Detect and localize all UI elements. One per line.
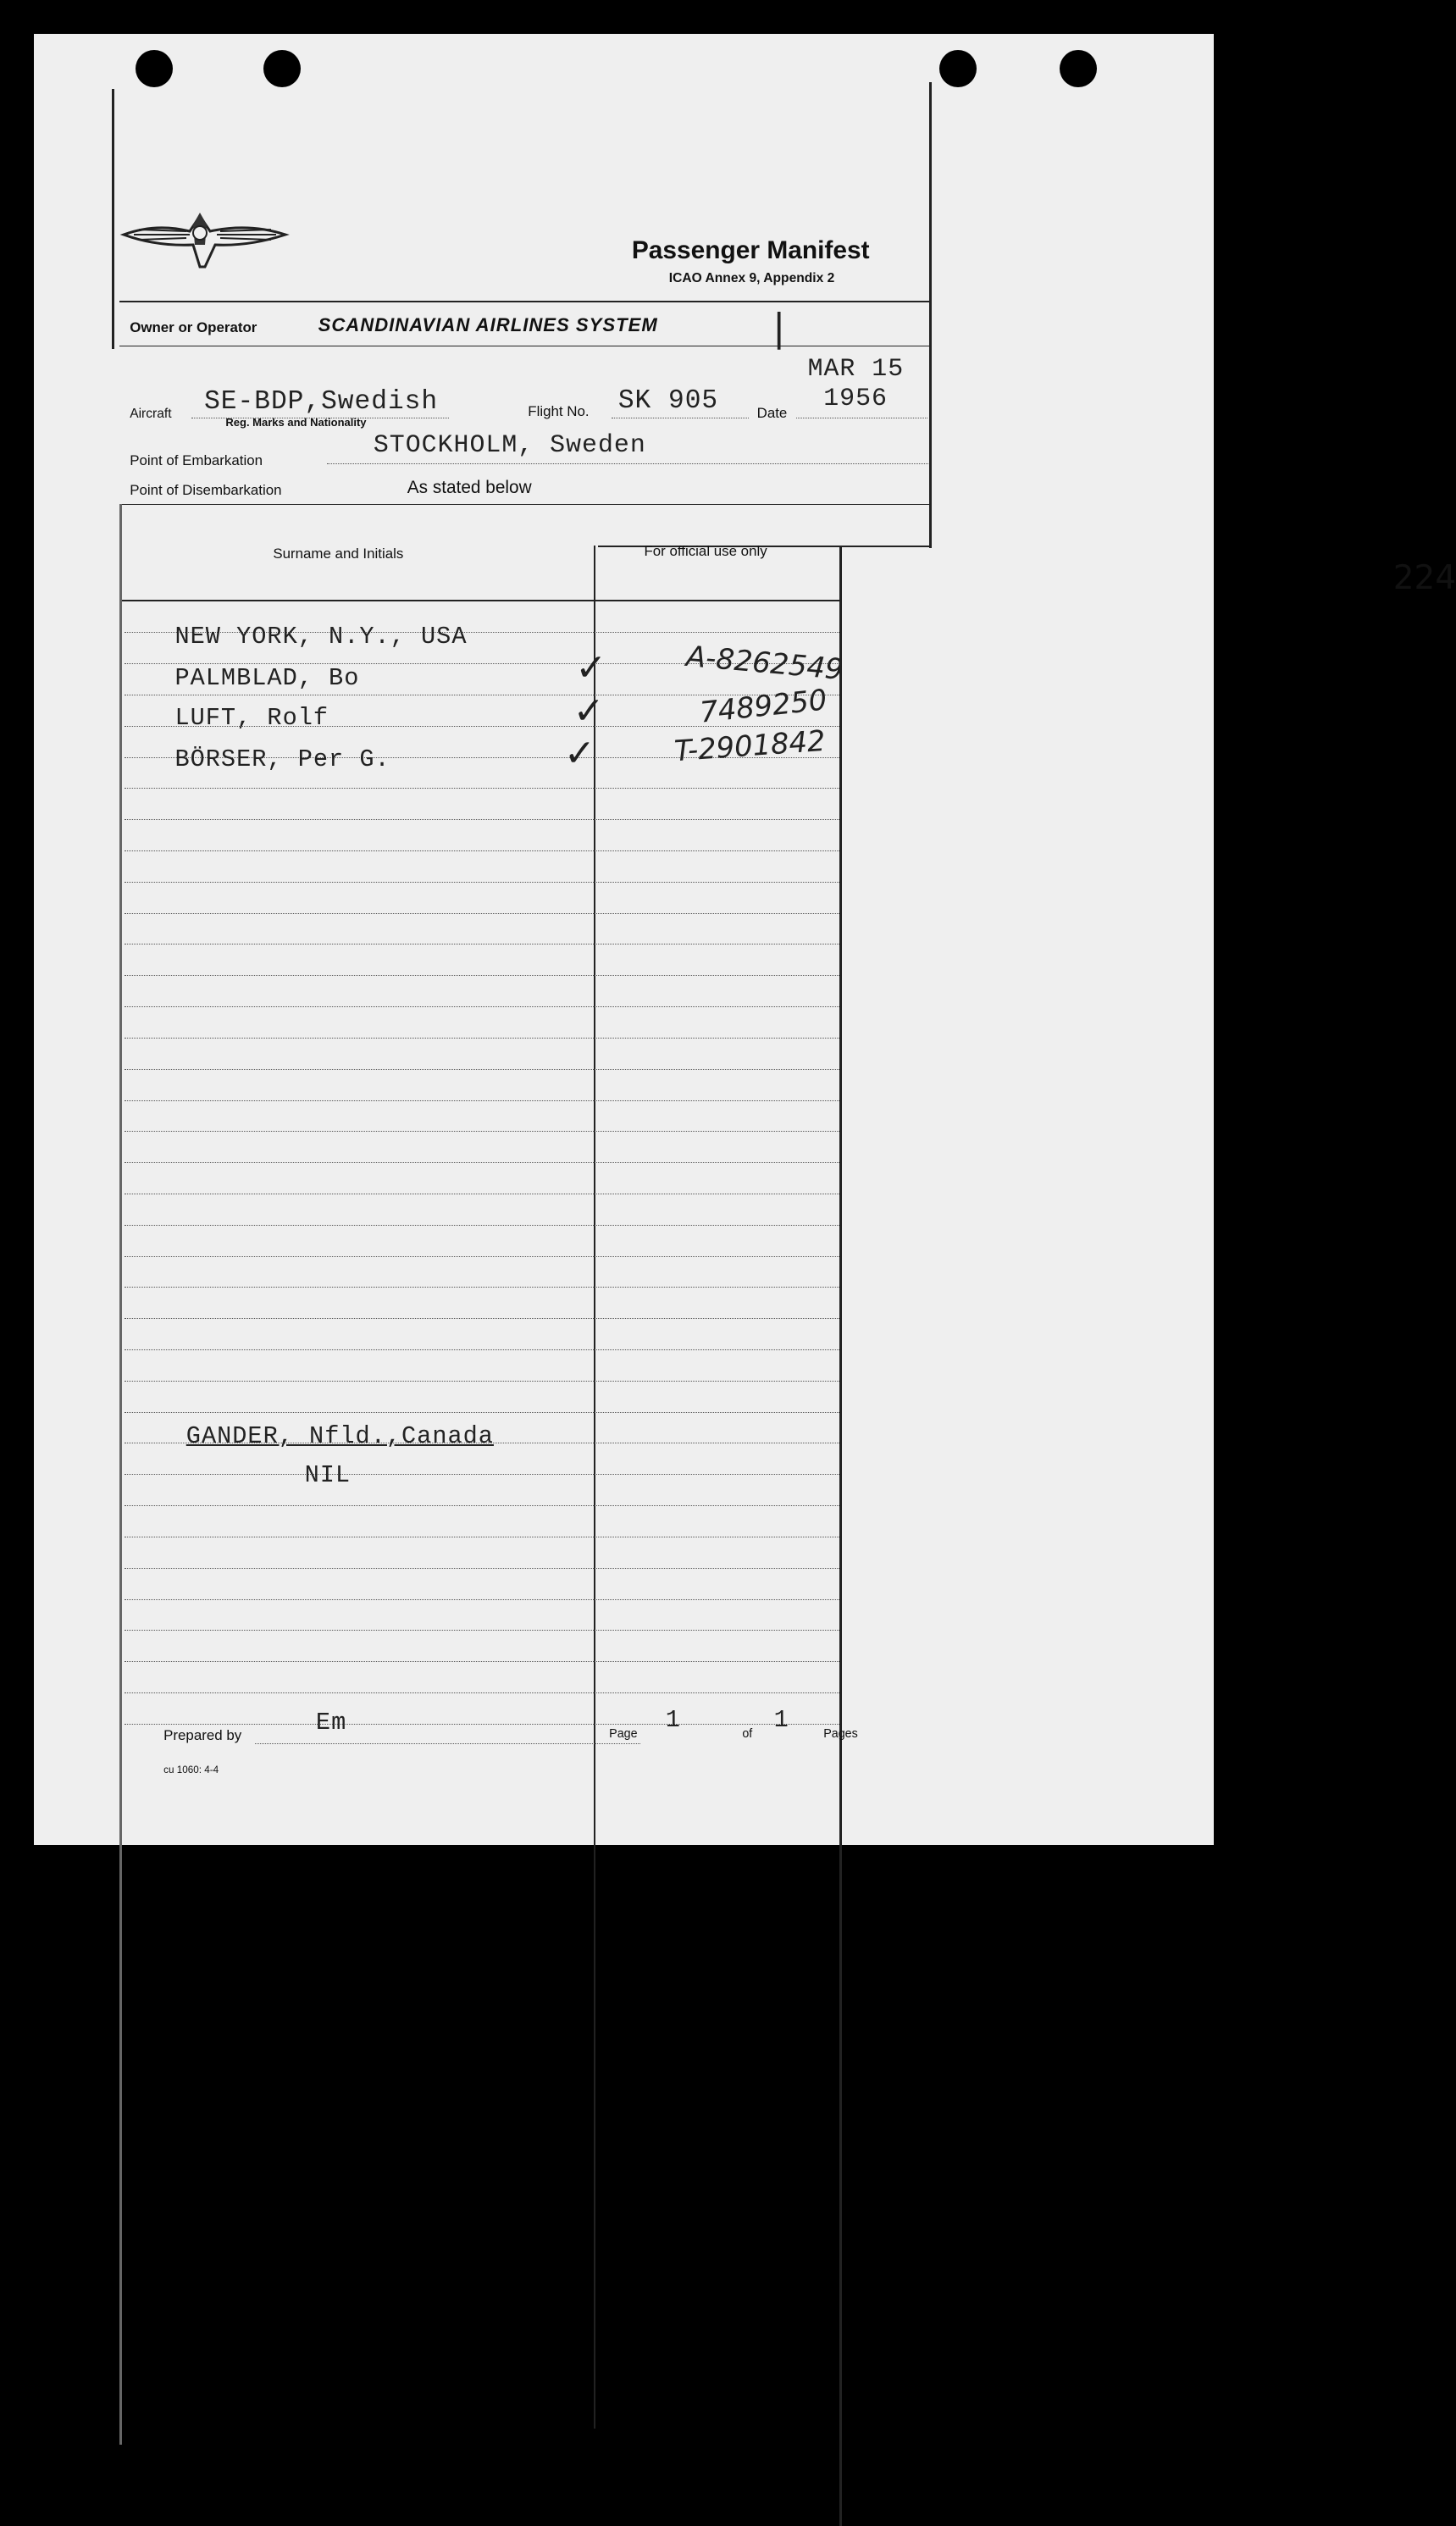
passenger-name: BÖRSER, Per G. [174,745,390,773]
table-row-line [125,913,839,914]
table-row-line [125,788,839,789]
airline-logo [122,208,287,271]
table-row-line [125,1287,839,1288]
embark-underline [327,463,928,464]
passenger-name: PALMBLAD, Bo [174,664,360,693]
of-label: of [742,1726,753,1741]
punch-hole [136,50,173,87]
table-header-divider [122,600,842,601]
table-row-line [125,882,839,883]
official-entry: A-8262549 [684,639,844,686]
manifest-title: Passenger Manifest [631,235,870,264]
table-row-line [125,1006,839,1007]
check-mark: ✓ [563,731,595,775]
punch-hole [939,50,977,87]
col-surname-header: Surname and Initials [273,546,404,562]
official-entry: T-2901842 [673,723,828,768]
form-right-border [929,82,932,547]
punch-hole [1060,50,1097,87]
table-row-line [125,1412,839,1413]
table-row-line [125,1256,839,1257]
table-row-line [125,819,839,820]
of-value: 1 [773,1706,789,1735]
table-row-line [125,1474,839,1475]
table-row-line [125,1724,839,1725]
owner-label: Owner or Operator [130,319,257,335]
table-row-line [125,1505,839,1506]
col-official-header: For official use only [644,543,767,560]
check-mark: ✓ [573,690,605,734]
destination-2: GANDER, Nfld.,Canada [185,1421,494,1450]
page-label: Page [609,1726,638,1741]
passenger-name: LUFT, Rolf [174,703,329,732]
table-row-line [125,1100,839,1101]
table-row-line [125,1349,839,1350]
date-year: 1956 [823,384,888,413]
official-entry: 7489250 [698,683,828,730]
table-column-divider [594,546,596,2429]
embark-value: STOCKHOLM, Sweden [373,429,646,459]
embark-divider [119,504,931,505]
table-row-line [125,975,839,976]
table-row-line [125,1692,839,1693]
table-left-border [119,504,122,2445]
disembark-label: Point of Disembarkation [130,482,282,499]
flight-value: SK 905 [617,385,719,416]
aircraft-value: SE-BDP,Swedish [204,387,439,418]
form-code: cu 1060: 4-4 [163,1764,219,1775]
manifest-subtitle: ICAO Annex 9, Appendix 2 [668,270,835,285]
pages-label: Pages [823,1726,858,1741]
table-row-line [125,850,839,851]
disembark-value: As stated below [407,477,532,497]
date-label: Date [756,404,788,421]
check-mark: ✓ [575,645,607,690]
table-row-line [125,1225,839,1226]
aircraft-sublabel: Reg. Marks and Nationality [225,416,367,429]
prepared-label: Prepared by [163,1726,242,1743]
table-row-line [125,1381,839,1382]
table-row-line [125,1038,839,1039]
owner-value: SCANDINAVIAN AIRLINES SYSTEM [318,314,658,336]
page-value: 1 [665,1706,681,1735]
table-row-line [125,1630,839,1631]
prepared-underline [255,1743,640,1744]
flight-label: Flight No. [528,403,590,420]
table-row-line [125,1661,839,1662]
table-row-line [125,1599,839,1600]
prepared-value: Em [315,1709,347,1737]
aircraft-label: Aircraft [130,407,172,422]
form-left-border [112,89,114,349]
table-row-line [125,1069,839,1070]
page-number: 224 [1392,559,1456,598]
table-row-line [125,1162,839,1163]
table-right-border [839,546,842,2526]
table-row-line [125,1568,839,1569]
punch-hole [263,50,301,87]
table-row-line [125,1318,839,1319]
date-month-day: MAR 15 [807,353,905,383]
embark-label: Point of Embarkation [130,451,263,468]
destination-2-note: NIL [304,1461,352,1490]
destination-1: NEW YORK, N.Y., USA [174,623,468,651]
table-row-line [125,1131,839,1132]
manifest-page: 224 Passenger Manifest ICAO Annex 9, Appendix 2 Owner or Operator SCANDINAVIAN AIRLINES SYSTEM | Aircraft SE-BDP,Swedish Reg. Marks and Nationality Flight No. SK 905 Date MAR 15 1956 Point of Embarkation STOCKHOLM, Sweden Point of Disembarkation As stated below Surname and Initials For official use only NEW YORK, N.Y., USA PALMBLAD, Bo LUFT, Rolf BÖRSER, Per G. ✓ ✓ ✓ A-8262549 7489250 T-2901842 GANDER, Nfld.,Canada NIL Prepared by Em Page 1 of 1 Pages cu 1060: 4-4 [34,34,1214,1845]
header-divider [119,301,931,302]
